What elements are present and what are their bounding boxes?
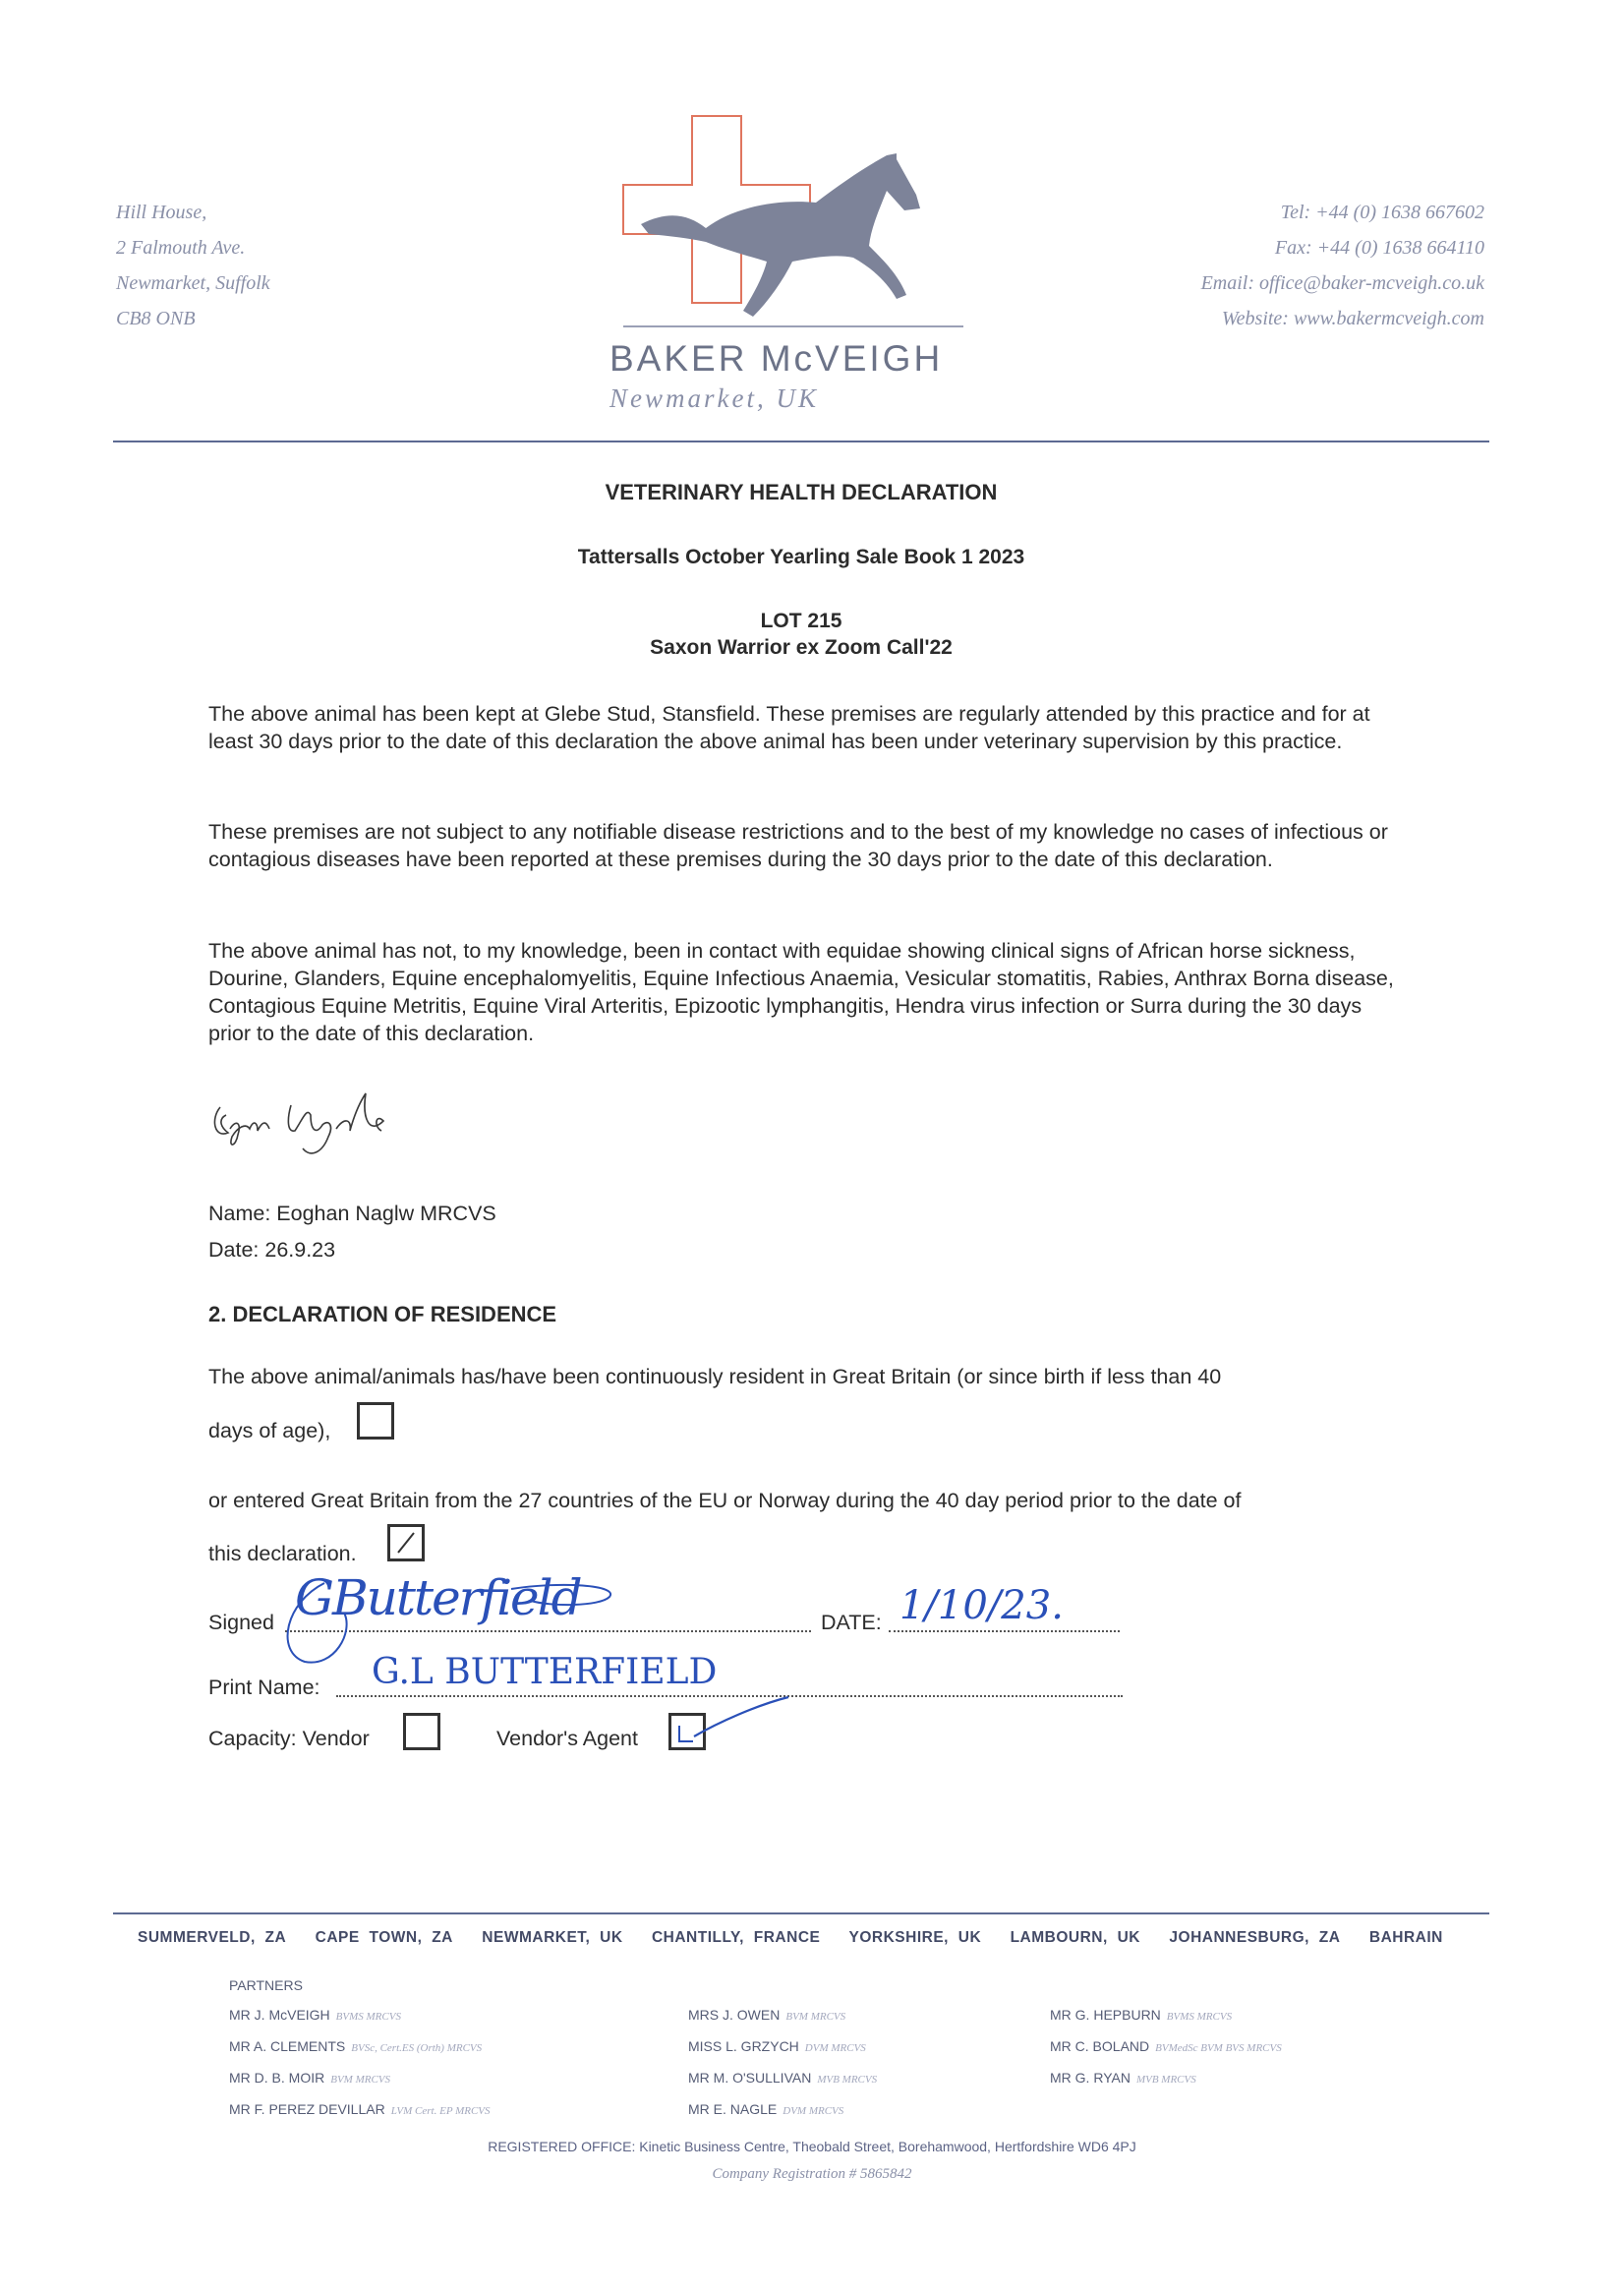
- company-registration: Company Registration # 5865842: [712, 2166, 912, 2182]
- print-name-value: G.L BUTTERFIELD: [372, 1652, 718, 1692]
- vet-name: Name: Eoghan Naglw MRCVS: [208, 1202, 496, 1225]
- capacity-label: Capacity: Vendor: [208, 1727, 370, 1750]
- date-label: DATE:: [821, 1611, 882, 1634]
- partner-entry: MISS L. GRZYCH DVM MRCVS: [688, 2038, 866, 2054]
- partner-entry: MR J. McVEIGH BVMS MRCVS: [229, 2007, 401, 2023]
- date-line[interactable]: [889, 1630, 1120, 1632]
- partners-column-2: [688, 2000, 877, 2126]
- office-location: BAHRAIN: [1368, 1929, 1443, 1946]
- horse-cross-logo: [609, 108, 963, 334]
- vet-signature: [208, 1080, 435, 1158]
- vendor-checkbox[interactable]: [403, 1713, 440, 1750]
- address-line: CB8 ONB: [116, 308, 196, 329]
- company-address: [116, 195, 270, 336]
- office-location: CAPE TOWN, ZA: [315, 1929, 453, 1946]
- partner-entry: MR E. NAGLE DVM MRCVS: [688, 2101, 844, 2117]
- vet-signature-mark: [208, 1080, 435, 1158]
- tel-line: Tel: +44 (0) 1638 667602: [1280, 202, 1484, 223]
- partner-entry: MR A. CLEMENTS BVSc, Cert.ES (Orth) MRCVS: [229, 2038, 483, 2054]
- partner-entry: MR F. PEREZ DEVILLAR LVM Cert. EP MRCVS: [229, 2101, 491, 2117]
- document-title: VETERINARY HEALTH DECLARATION: [605, 480, 998, 504]
- website-line: Website: www.bakermcveigh.com: [1221, 308, 1484, 329]
- partner-entry: MR D. B. MOIR BVM MRCVS: [229, 2070, 391, 2086]
- horse-name: Saxon Warrior ex Zoom Call'22: [650, 636, 953, 659]
- agent-label: Vendor's Agent: [496, 1727, 638, 1750]
- office-location: JOHANNESBURG, ZA: [1169, 1929, 1341, 1946]
- brand-location: Newmarket, UK: [609, 383, 819, 413]
- lot-number: LOT 215: [760, 610, 842, 632]
- sale-title: Tattersalls October Yearling Sale Book 1 2023: [577, 546, 1025, 568]
- email-line: Email: office@baker-mcveigh.co.uk: [1200, 272, 1484, 294]
- check-mark-icon: [390, 1527, 422, 1558]
- address-line: 2 Falmouth Ave.: [116, 237, 246, 259]
- office-location: NEWMARKET, UK: [482, 1929, 623, 1946]
- option2-text-line2: this declaration.: [208, 1542, 357, 1565]
- address-line: Hill House,: [116, 202, 207, 223]
- option1-text-line1: The above animal/animals has/have been continuously resident in Great Britain (or since birth if less than 40: [208, 1365, 1222, 1388]
- registered-office: REGISTERED OFFICE: Kinetic Business Centre, Theobald Street, Borehamwood, Hertfordshire WD6 4PJ: [488, 2139, 1136, 2154]
- office-location: CHANTILLY, FRANCE: [651, 1929, 821, 1946]
- address-line: Newmarket, Suffolk: [116, 272, 270, 294]
- agent-check-stroke: [688, 1693, 796, 1742]
- office-location: YORKSHIRE, UK: [848, 1929, 982, 1946]
- partner-entry: MR M. O'SULLIVAN MVB MRCVS: [688, 2070, 878, 2086]
- vendor-signature: GButterfield: [295, 1569, 581, 1626]
- office-location: SUMMERVELD, ZA: [138, 1929, 287, 1946]
- print-name-label: Print Name:: [208, 1676, 320, 1699]
- option2-text-line1: or entered Great Britain from the 27 countries of the EU or Norway during the 40 day period prior to the date of: [208, 1489, 1242, 1512]
- footer-rule: [113, 1912, 1489, 1914]
- partners-column-3: [1050, 2000, 1282, 2094]
- company-contact: [1201, 195, 1484, 336]
- partner-entry: MR G. HEPBURN BVMS MRCVS: [1050, 2007, 1233, 2023]
- disease-paragraph: These premises are not subject to any notifiable disease restrictions and to the best of my knowledge no cases of infectious or contagious diseases have been reported at these premises during the 30 days prior to the date of this declaration.: [208, 820, 1388, 871]
- office-location: LAMBOURN, UK: [1010, 1929, 1140, 1946]
- vet-date: Date: 26.9.23: [208, 1238, 336, 1262]
- resident-checkbox[interactable]: [357, 1402, 394, 1440]
- header-rule: [113, 441, 1489, 442]
- fax-line: Fax: +44 (0) 1638 664110: [1274, 237, 1484, 259]
- entered-gb-checkbox[interactable]: [387, 1524, 425, 1561]
- premises-paragraph: The above animal has been kept at Glebe Stud, Stansfield. These premises are regularly attended by this practice and for at least 30 days prior to the date of this declaration the above animal has been under veterinary supervision by this practice.: [208, 702, 1370, 753]
- signed-label: Signed: [208, 1611, 274, 1634]
- partner-entry: MR G. RYAN MVB MRCVS: [1050, 2070, 1196, 2086]
- partner-entry: MR C. BOLAND BVMedSc BVM BVS MRCVS: [1050, 2038, 1282, 2054]
- date-value: 1/10/23.: [899, 1583, 1064, 1628]
- partners-heading: PARTNERS: [229, 1977, 303, 1993]
- partner-entry: MRS J. OWEN BVM MRCVS: [688, 2007, 846, 2023]
- brand-name: BAKER McVEIGH: [609, 338, 944, 379]
- residence-heading: 2. DECLARATION OF RESIDENCE: [208, 1302, 557, 1326]
- office-locations: [138, 1929, 1443, 1947]
- contact-paragraph: The above animal has not, to my knowledge, been in contact with equidae showing clinical signs of African horse sickness, Dourine, Glanders, Equine encephalomyelitis, Equine Infectious Anaemia, Vesicular stomatitis, Rabies, Anthrax Borna disease, Contagious Equine Metritis, Equine Viral Arteritis, Epizootic lymphangitis, Hendra virus infection or Surra during the 30 days prior to the date of this declaration.: [208, 939, 1394, 1045]
- option1-text-line2: days of age),: [208, 1419, 331, 1442]
- partners-column-1: [229, 2000, 491, 2126]
